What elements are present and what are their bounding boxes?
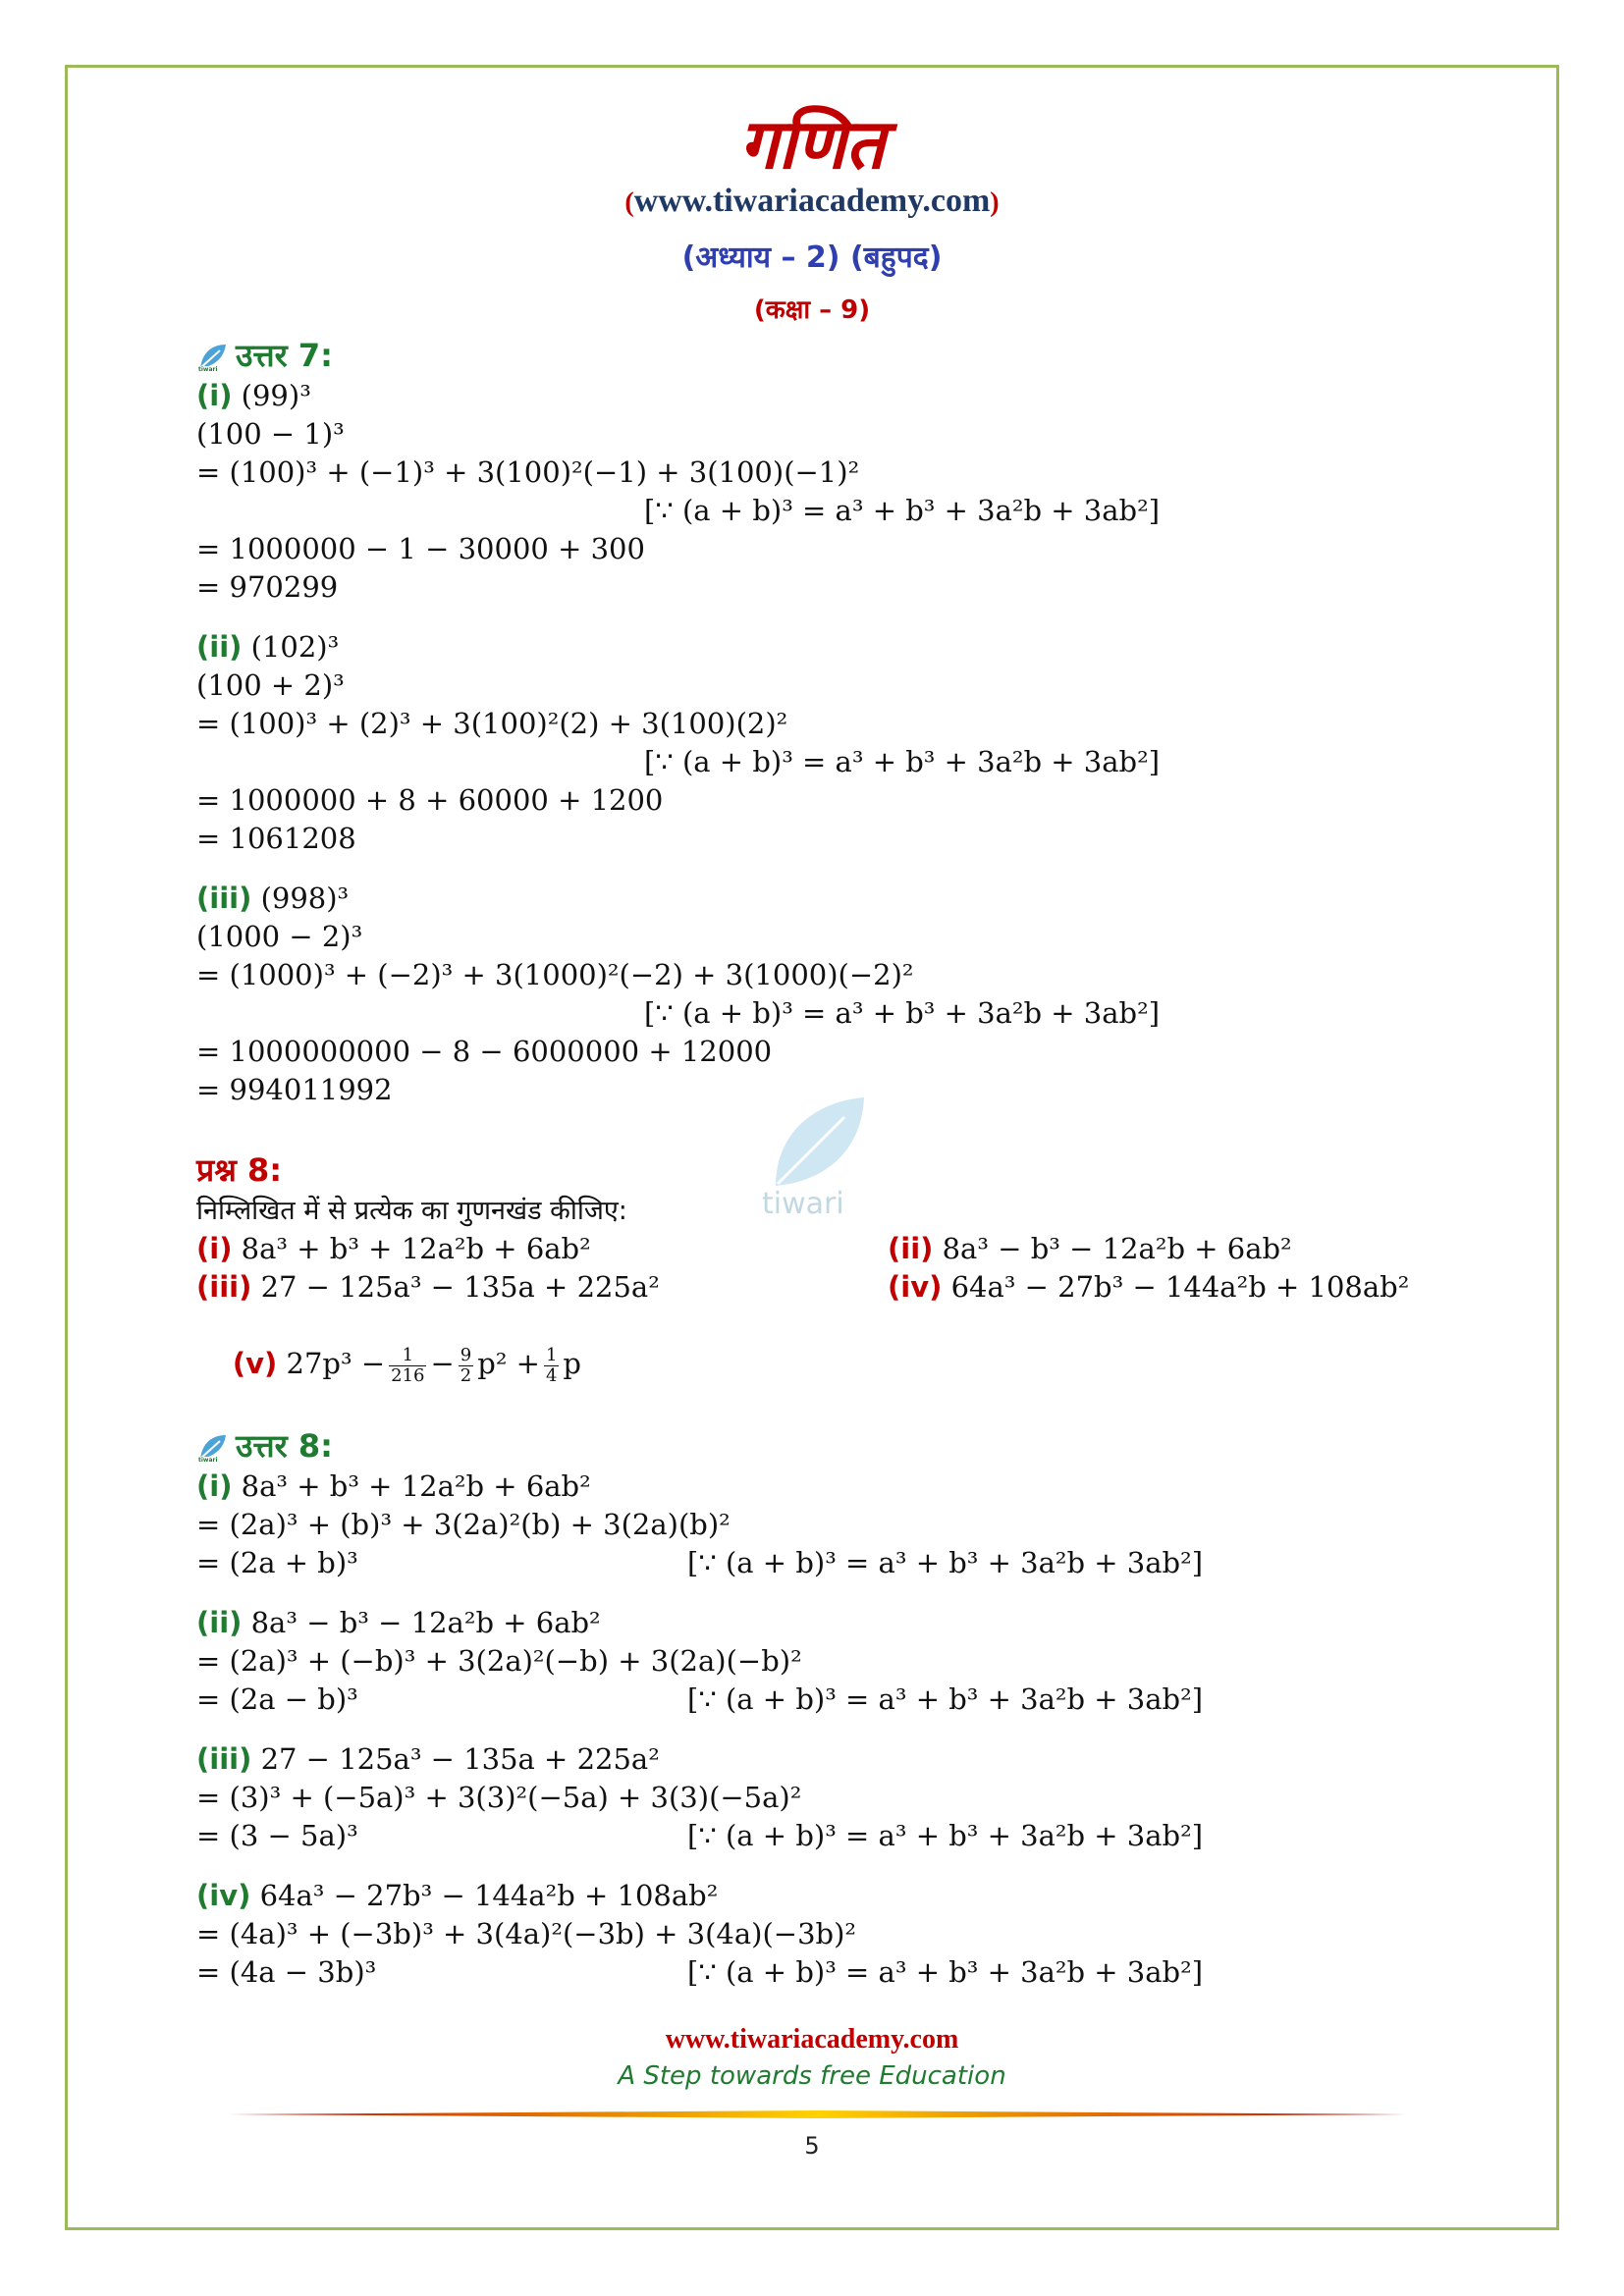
answer7-part-i: (i) (99)³ <box>196 379 311 412</box>
tiwari-leaf-icon <box>196 1430 228 1462</box>
header-site: (www.tiwariacademy.com) <box>624 183 1000 219</box>
math-line: (100 + 2)³ <box>196 668 345 702</box>
math-line: = (2a)³ + (−b)³ + 3(2a)²(−b) + 3(2a)(−b)² <box>196 1643 802 1678</box>
identity-hint: [∵ (a + b)³ = a³ + b³ + 3a²b + 3ab²] <box>644 745 1161 778</box>
svg-text:tiwari: tiwari <box>762 1187 844 1221</box>
math-result: = 1061208 <box>196 822 356 855</box>
question8-heading: प्रश्न 8: <box>196 1151 283 1189</box>
answer7-part-ii: (ii) (102)³ <box>196 630 340 664</box>
page-title: गणित <box>738 104 886 185</box>
tiwari-leaf-icon <box>196 340 228 371</box>
fraction: $\frac{1}{4}$ <box>545 1344 558 1386</box>
math-line: = (3)³ + (−5a)³ + 3(3)²(−5a) + 3(3)(−5a)² <box>196 1780 802 1814</box>
question8-row-2: (iii) 27 − 125a³ − 135a + 225a² (iv) 64a³ − 27b³ − 144a²b + 108ab² <box>196 1270 1410 1304</box>
identity-hint: [∵ (a + b)³ = a³ + b³ + 3a²b + 3ab²] <box>644 494 1161 527</box>
math-line: = (1000)³ + (−2)³ + 3(1000)²(−2) + 3(1000)(−2)² <box>196 958 914 991</box>
math-line: (1000 − 2)³ <box>196 920 363 953</box>
math-result: = 970299 <box>196 570 339 604</box>
class-label: (कक्षा – 9) <box>753 295 871 325</box>
footer-tagline: A Step towards free Education <box>618 2061 1006 2091</box>
fraction: $\frac{9}{2}$ <box>460 1344 472 1386</box>
answer8-part-iii: (iii) 27 − 125a³ − 135a + 225a² <box>196 1741 660 1776</box>
math-result: = 994011992 <box>196 1073 393 1106</box>
fraction: $\frac{1}{216}$ <box>391 1344 425 1386</box>
question8-row-1: (i) 8a³ + b³ + 12a²b + 6ab² (ii) 8a³ − b³ − 12a²b + 6ab² <box>196 1232 1292 1265</box>
math-line: = (100)³ + (2)³ + 3(100)²(2) + 3(100)(2)² <box>196 707 788 740</box>
footer-rule <box>228 2110 1406 2118</box>
page-number: 5 <box>804 2132 820 2160</box>
math-line: = (4a)³ + (−3b)³ + 3(4a)²(−3b) + 3(4a)(−3b)² <box>196 1916 857 1950</box>
answer8-part-iv: (iv) 64a³ − 27b³ − 144a²b + 108ab² <box>196 1878 719 1912</box>
question8-instruction: निम्लिखित में से प्रत्येक का गुणनखंड कीजिए: <box>196 1196 627 1226</box>
math-result-row: = (2a + b)³ [∵ (a + b)³ = a³ + b³ + 3a²b + 3ab²] <box>196 1544 1473 1582</box>
identity-hint: [∵ (a + b)³ = a³ + b³ + 3a²b + 3ab²] <box>687 1818 1204 1852</box>
math-line: = (2a)³ + (b)³ + 3(2a)²(b) + 3(2a)(b)² <box>196 1507 731 1541</box>
answer8-part-ii: (ii) 8a³ − b³ − 12a²b + 6ab² <box>196 1605 601 1639</box>
answer8-heading: tiwari उत्तर 8: <box>198 1426 333 1465</box>
svg-text:tiwari: tiwari <box>198 1456 218 1463</box>
math-line: = 1000000000 − 8 − 6000000 + 12000 <box>196 1035 773 1068</box>
identity-hint: [∵ (a + b)³ = a³ + b³ + 3a²b + 3ab²] <box>687 1682 1204 1716</box>
header-site-link[interactable]: www.tiwariacademy.com <box>633 183 991 219</box>
identity-hint: [∵ (a + b)³ = a³ + b³ + 3a²b + 3ab²] <box>687 1545 1204 1579</box>
answer7-part-iii: (iii) (998)³ <box>196 881 350 915</box>
math-line: = 1000000 − 1 − 30000 + 300 <box>196 532 645 565</box>
svg-text:tiwari: tiwari <box>198 366 218 372</box>
answer8-part-i: (i) 8a³ + b³ + 12a²b + 6ab² <box>196 1468 591 1503</box>
math-line: (100 − 1)³ <box>196 417 345 451</box>
math-result-row: = (2a − b)³ [∵ (a + b)³ = a³ + b³ + 3a²b + 3ab²] <box>196 1681 1473 1719</box>
math-line: = (100)³ + (−1)³ + 3(100)²(−1) + 3(100)(−1)² <box>196 455 860 489</box>
question8-item-v: (v) 27p³ − $\frac{1}{216}$ − $\frac{9}{2}$ p² + $\frac{1}{4}$ p <box>232 1344 581 1386</box>
math-result-row: = (3 − 5a)³ [∵ (a + b)³ = a³ + b³ + 3a²b + 3ab²] <box>196 1817 1473 1855</box>
math-result-row: = (4a − 3b)³ [∵ (a + b)³ = a³ + b³ + 3a²b + 3ab²] <box>196 1953 1473 1992</box>
identity-hint: [∵ (a + b)³ = a³ + b³ + 3a²b + 3ab²] <box>644 996 1161 1030</box>
chapter-label: (अध्याय – 2) (बहुपद) <box>681 240 943 275</box>
footer-site-link[interactable]: www.tiwariacademy.com <box>665 2024 959 2055</box>
identity-hint: [∵ (a + b)³ = a³ + b³ + 3a²b + 3ab²] <box>687 1954 1204 1989</box>
tiwari-watermark-logo <box>756 1088 874 1225</box>
math-line: = 1000000 + 8 + 60000 + 1200 <box>196 783 664 817</box>
answer7-heading: tiwari उत्तर 7: <box>198 337 333 374</box>
